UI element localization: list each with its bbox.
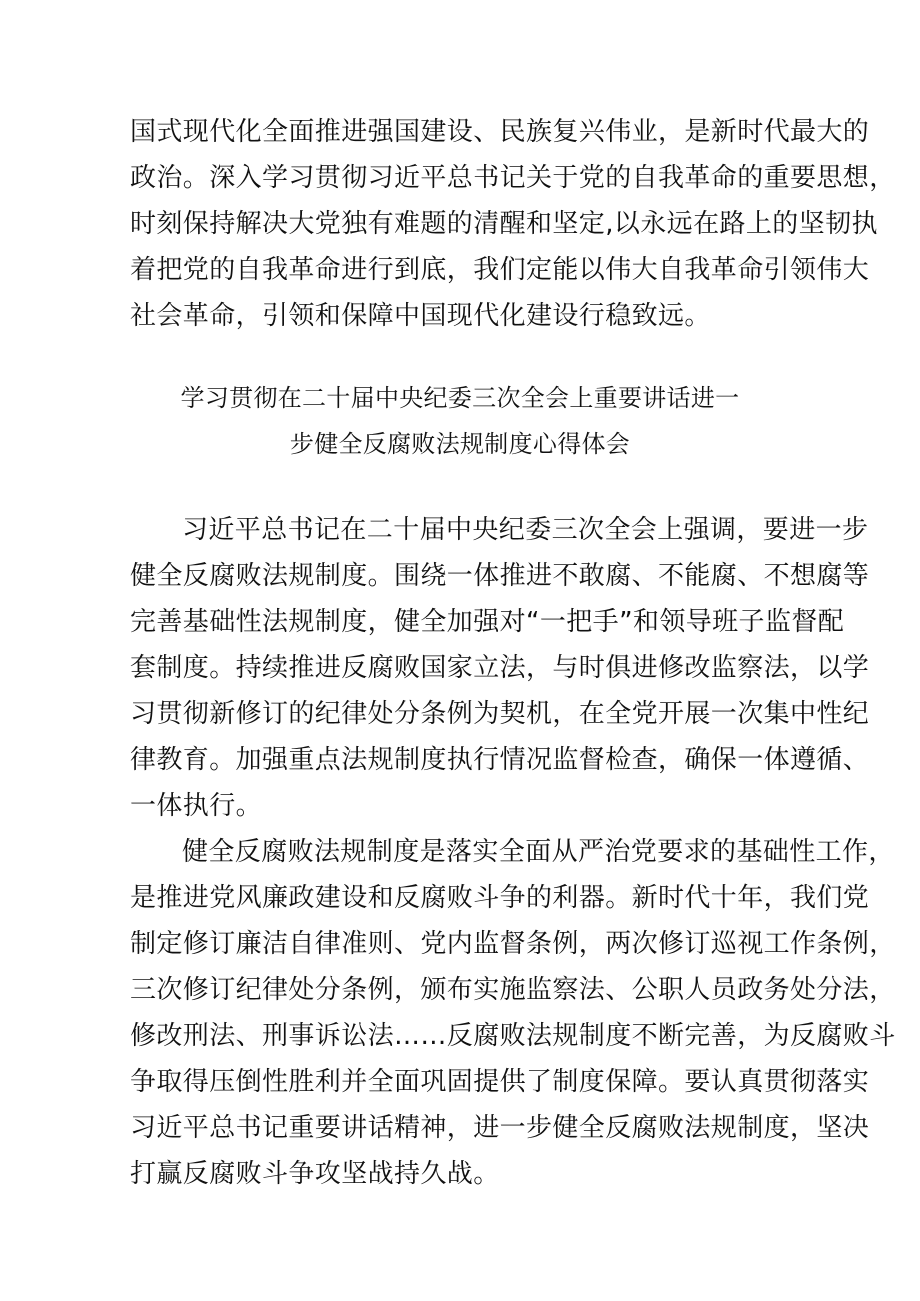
paragraph-line: 完善基础性法规制度，健全加强对“一把手”和领导班子监督配 [130, 607, 845, 637]
paragraph-line: 打赢反腐败斗争攻坚战持久战。 [130, 1159, 500, 1189]
paragraph-line: 是推进党风廉政建设和反腐败斗争的利器。新时代十年，我们党 [130, 883, 870, 913]
paragraph-line: 修改刑法、刑事诉讼法……反腐败法规制度不断完善，为反腐败斗 [130, 1021, 896, 1051]
paragraph-line: 律教育。加强重点法规制度执行情况监督检查，确保一体遵循、 [130, 745, 870, 775]
paragraph-line: 健全反腐败法规制度是落实全面从严治党要求的基础性工作， [182, 837, 895, 867]
paragraph-line: 制定修订廉洁自律准则、党内监督条例，两次修订巡视工作条例， [130, 929, 896, 959]
paragraph-line: 社会革命，引领和保障中国现代化建设行稳致远。 [130, 301, 711, 331]
paragraph-line: 习贯彻新修订的纪律处分条例为契机，在全党开展一次集中性纪 [130, 699, 870, 729]
paragraph-line: 政治。深入学习贯彻习近平总书记关于党的自我革命的重要思想， [130, 163, 896, 193]
paragraph-line: 习近平总书记在二十届中央纪委三次全会上强调，要进一步 [182, 515, 869, 545]
paragraph-line: 时刻保持解决大党独有难题的清醒和坚定,以永远在路上的坚韧执 [130, 209, 878, 239]
paragraph-line: 一体执行。 [130, 791, 263, 821]
paragraph-line: 健全反腐败法规制度。围绕一体推进不敢腐、不能腐、不想腐等 [130, 561, 870, 591]
paragraph-line: 争取得压倒性胜利并全面巩固提供了制度保障。要认真贯彻落实 [130, 1067, 870, 1097]
paragraph-line: 三次修订纪律处分条例，颁布实施监察法、公职人员政务处分法， [130, 975, 896, 1005]
paragraph-line: 着把党的自我革命进行到底，我们定能以伟大自我革命引领伟大 [130, 255, 870, 285]
paragraph-line: 国式现代化全面推进强国建设、民族复兴伟业，是新时代最大的 [130, 117, 870, 147]
title-line: 学习贯彻在二十届中央纪委三次全会上重要讲话进一 [180, 384, 740, 412]
paragraph-line: 习近平总书记重要讲话精神，进一步健全反腐败法规制度，坚决 [130, 1113, 870, 1143]
paragraph-line: 套制度。持续推进反腐败国家立法，与时俱进修改监察法，以学 [130, 653, 870, 683]
title-line: 步健全反腐败法规制度心得体会 [289, 430, 631, 458]
